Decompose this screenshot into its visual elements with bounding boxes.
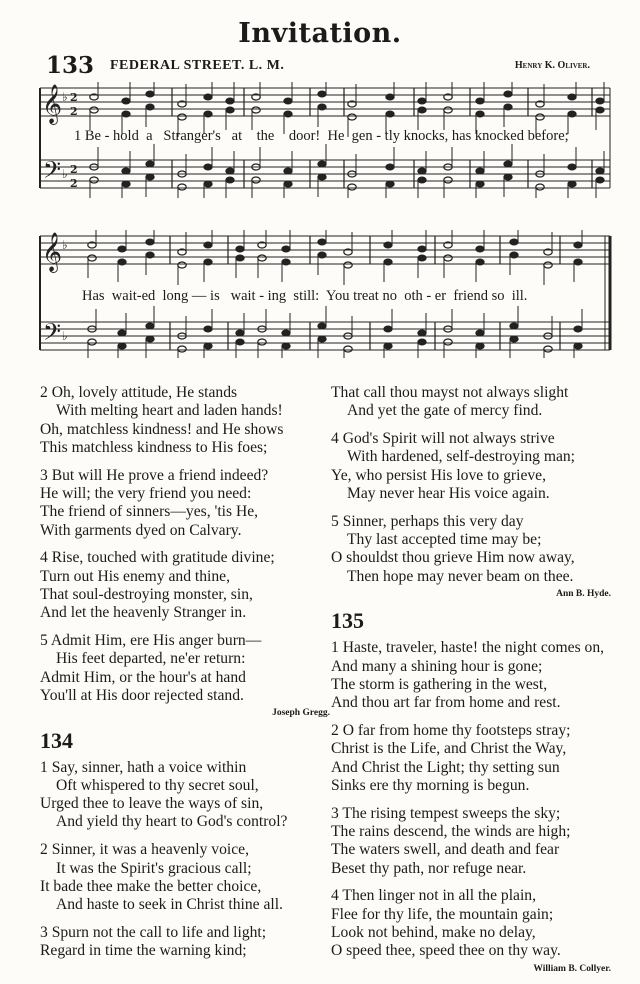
note-head	[118, 330, 126, 336]
note-head	[418, 255, 426, 261]
note-head	[122, 181, 130, 187]
note-head	[236, 339, 244, 345]
note-head	[476, 168, 484, 174]
note-head	[444, 255, 452, 261]
svg-text:♭: ♭	[62, 238, 68, 252]
note-head	[282, 259, 290, 265]
note-head	[536, 184, 544, 190]
stanza-134-1: 1 Say, sinner, hath a voice within Oft whispered to thy secret soul, Urged thee to leave the ways of sin, And yield thy heart to God's control?	[40, 758, 288, 831]
svg-text:♭: ♭	[62, 90, 68, 104]
note-head	[418, 98, 426, 104]
note-head	[596, 168, 604, 174]
note-head	[544, 262, 552, 268]
note-head	[178, 114, 186, 120]
lyric-line-2: Has wait-ed long — is wait - ing still: You treat no oth - er friend so ill.	[82, 288, 528, 304]
composer-credit: Henry K. Oliver.	[514, 60, 590, 71]
hymn-134-number: 134	[40, 727, 73, 753]
note-head	[476, 259, 484, 265]
note-head	[122, 98, 130, 104]
note-head	[118, 259, 126, 265]
note-head	[510, 336, 518, 342]
note-head	[504, 161, 512, 167]
note-head	[384, 259, 392, 265]
stanza-134-4: 4 God's Spirit will not always strive With hardened, self-destroying man; Ye, who persist His love to grieve, May never hear His voice again.	[331, 430, 576, 502]
note-head	[574, 242, 582, 248]
hymn-133-number: 133	[46, 52, 95, 79]
note-head	[418, 168, 426, 174]
note-head	[118, 246, 126, 252]
stanza-134-5: 5 Sinner, perhaps this very day Thy last accepted time may be; O shouldst thou grieve Him now away, Then hope may never beam on thee.	[331, 512, 575, 585]
note-head	[318, 174, 326, 180]
author-133: Joseph Gregg.	[272, 708, 330, 719]
note-head	[178, 262, 186, 268]
right-column	[331, 384, 611, 984]
note-head	[122, 111, 130, 117]
stanza-134-2: 2 Sinner, it was a heavenly voice, It was the Spirit's gracious call; It bade thee make the better choice, And haste to seek in Christ thine all.	[40, 841, 283, 914]
note-head	[118, 343, 126, 349]
note-head	[226, 107, 234, 113]
note-head	[204, 111, 212, 117]
note-head	[418, 107, 426, 113]
note-head	[596, 107, 604, 113]
note-head	[574, 326, 582, 332]
note-head	[146, 336, 154, 342]
note-head	[476, 98, 484, 104]
bass-clef-icon: 𝄢	[43, 156, 62, 189]
note-head	[146, 323, 154, 329]
note-head	[226, 177, 234, 183]
note-head	[384, 326, 392, 332]
author-135: William B. Collyer.	[533, 963, 611, 974]
note-head	[318, 91, 326, 97]
note-head	[282, 330, 290, 336]
note-head	[444, 107, 452, 113]
note-head	[226, 168, 234, 174]
note-head	[544, 346, 552, 352]
note-head	[146, 161, 154, 167]
note-head	[418, 330, 426, 336]
note-head	[348, 114, 356, 120]
note-head	[476, 343, 484, 349]
note-head	[146, 239, 154, 245]
note-head	[318, 252, 326, 258]
note-head	[386, 111, 394, 117]
stanza-135-2: 2 O far from home thy footsteps stray; Christ is the Life, and Christ the Way, And Christ the Light; thy setting sun Sinks ere thy morning is begun.	[331, 721, 571, 794]
note-head	[282, 246, 290, 252]
note-head	[384, 242, 392, 248]
svg-text:𝄢: 𝄢	[43, 318, 62, 351]
note-head	[536, 114, 544, 120]
note-head	[284, 111, 292, 117]
note-head	[204, 94, 212, 100]
svg-text:2: 2	[70, 105, 78, 118]
note-head	[568, 111, 576, 117]
note-head	[122, 168, 130, 174]
stanza-134-3-cont: That call thou mayst not always slight And yet the gate of mercy find.	[331, 384, 569, 420]
note-head	[284, 168, 292, 174]
svg-text:𝄞: 𝄞	[42, 232, 63, 272]
stanza-135-4: 4 Then linger not in all the plain, Flee for thy life, the mountain gain; Look not behind, make no delay, O speed thee, speed thee on thy way.	[331, 887, 561, 960]
note-head	[386, 164, 394, 170]
note-head	[510, 323, 518, 329]
note-head	[204, 242, 212, 248]
note-head	[318, 239, 326, 245]
tune-name: FEDERAL STREET. L. M.	[110, 58, 285, 73]
note-head	[444, 177, 452, 183]
note-head	[88, 339, 96, 345]
stanza-133-3: 3 But will He prove a friend indeed? He will; the very friend you need: The friend of sinners—yes, 'tis He, With garments dyed on Calvary.	[40, 466, 269, 539]
note-head	[504, 174, 512, 180]
svg-text:♭: ♭	[62, 329, 68, 343]
page-title: Invitation.	[238, 18, 402, 49]
note-head	[476, 181, 484, 187]
note-head	[418, 246, 426, 252]
note-head	[146, 104, 154, 110]
note-head	[574, 259, 582, 265]
note-head	[258, 255, 266, 261]
stanza-133-4: 4 Rise, touched with gratitude divine; Turn out His enemy and thine, That soul-destroying monster, sin, And let the heavenly Stranger in.	[40, 549, 275, 622]
stanza-134-3: 3 Spurn not the call to life and light; Regard in time the warning kind;	[40, 923, 267, 960]
author-134: Ann B. Hyde.	[556, 588, 611, 599]
note-head	[568, 181, 576, 187]
stanza-135-3: 3 The rising tempest sweeps the sky; The rains descend, the winds are high; The waters swell, and death and fear Beset thy path, nor refuge near.	[331, 804, 571, 877]
svg-text:2: 2	[70, 91, 78, 104]
note-head	[236, 246, 244, 252]
note-head	[204, 259, 212, 265]
note-head	[596, 177, 604, 183]
note-head	[258, 339, 266, 345]
note-head	[418, 177, 426, 183]
note-head	[204, 343, 212, 349]
note-head	[318, 323, 326, 329]
note-head	[476, 330, 484, 336]
note-head	[386, 181, 394, 187]
note-head	[178, 184, 186, 190]
note-head	[444, 339, 452, 345]
stanza-133-2: 2 Oh, lovely attitude, He stands With melting heart and laden hands! Oh, matchless kindness! and He shows This matchless kindness to His foes;	[40, 384, 284, 456]
note-head	[146, 91, 154, 97]
hymn-135-number: 135	[331, 608, 364, 634]
stanza-133-5: 5 Admit Him, ere His anger burn— His feet departed, ne'er return: Admit Him, or the hour's at hand You'll at His door rejected stand.	[40, 632, 262, 704]
svg-text:♭: ♭	[62, 167, 68, 181]
note-head	[204, 326, 212, 332]
note-head	[90, 107, 98, 113]
note-head	[510, 239, 518, 245]
note-head	[252, 177, 260, 183]
note-head	[318, 336, 326, 342]
note-head	[418, 339, 426, 345]
note-head	[386, 94, 394, 100]
note-head	[236, 330, 244, 336]
note-head	[504, 104, 512, 110]
note-head	[90, 177, 98, 183]
note-head	[568, 94, 576, 100]
note-head	[344, 346, 352, 352]
note-head	[476, 246, 484, 252]
left-column	[40, 384, 330, 970]
note-head	[146, 252, 154, 258]
stanza-135-1: 1 Haste, traveler, haste! the night comes on, And many a shining hour is gone; The storm is gathering in the west, And thou art far from home and rest.	[331, 639, 605, 712]
note-head	[504, 91, 512, 97]
note-head	[204, 181, 212, 187]
note-head	[204, 164, 212, 170]
note-head	[284, 181, 292, 187]
note-head	[252, 107, 260, 113]
note-head	[596, 98, 604, 104]
note-head	[348, 184, 356, 190]
note-head	[510, 252, 518, 258]
note-head	[574, 343, 582, 349]
note-head	[88, 255, 96, 261]
lyric-line-1: 1 Be - hold a Stranger's at the door! He gen - tly knocks, has knocked before;	[74, 128, 569, 144]
note-head	[344, 262, 352, 268]
note-head	[384, 343, 392, 349]
note-head	[236, 255, 244, 261]
note-head	[226, 98, 234, 104]
note-head	[178, 346, 186, 352]
note-head	[284, 98, 292, 104]
note-head	[568, 164, 576, 170]
treble-clef-icon: 𝄞	[42, 84, 63, 124]
note-head	[318, 104, 326, 110]
note-head	[146, 174, 154, 180]
note-head	[476, 111, 484, 117]
svg-text:2: 2	[70, 177, 78, 190]
svg-text:2: 2	[70, 163, 78, 176]
note-head	[318, 161, 326, 167]
note-head	[282, 343, 290, 349]
